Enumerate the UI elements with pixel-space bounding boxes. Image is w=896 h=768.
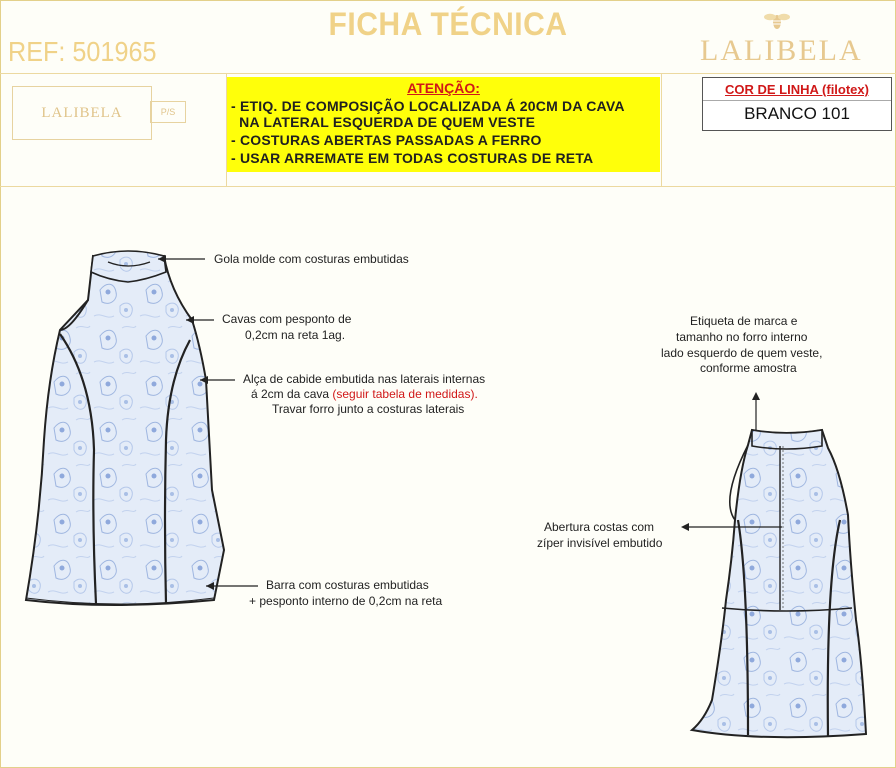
annotation-arrows	[158, 259, 782, 586]
attention-line: - COSTURAS ABERTAS PASSADAS A FERRO	[231, 132, 542, 148]
attention-line: NA LATERAL ESQUERDA DE QUEM VESTE	[231, 114, 536, 130]
back-garment	[692, 430, 866, 737]
note-armhole-1: Cavas com pesponto de	[222, 312, 352, 326]
attention-heading: ATENÇÃO:	[407, 80, 480, 96]
note-hanger-2b: (seguir tabela de medidas).	[332, 387, 478, 401]
size-tag: P/S	[150, 101, 186, 123]
note-label-2: tamanho no forro interno	[676, 330, 808, 344]
attention-line: - ETIQ. DE COMPOSIÇÃO LOCALIZADA Á 20CM DA CAVA	[231, 98, 625, 114]
brand-logo: LALIBELA	[700, 34, 863, 67]
page-title: FICHA TÉCNICA	[328, 6, 568, 42]
back-body	[692, 430, 866, 737]
note-label-1: Etiqueta de marca e	[690, 314, 798, 328]
label-brand: LALIBELA	[41, 105, 123, 121]
note-hem-1: Barra com costuras embutidas	[266, 578, 429, 592]
note-zip-1: Abertura costas com	[544, 520, 655, 534]
back-collar	[752, 430, 822, 449]
attention-line: - USAR ARREMATE EM TODAS COSTURAS DE RETA	[231, 150, 594, 166]
note-hanger-2	[251, 387, 478, 402]
arrow-heads	[158, 255, 760, 590]
note-label-3: lado esquerdo de quem veste,	[661, 346, 823, 360]
note-collar: Gola molde com costuras embutidas	[214, 252, 409, 266]
thread-label: COR DE LINHA (filotex)	[725, 82, 869, 97]
note-label-4: conforme amostra	[700, 361, 797, 375]
front-body	[26, 256, 224, 605]
note-hanger-3: Travar forro junto a costuras laterais	[272, 402, 465, 416]
note-hanger-2a: á 2cm da cava	[251, 387, 333, 401]
note-hem-2: + pesponto interno de 0,2cm na reta	[249, 594, 443, 608]
note-zip-2: zíper invisível embutido	[537, 536, 663, 550]
note-armhole-2: 0,2cm na reta 1ag.	[245, 328, 346, 342]
thread-value: BRANCO 101	[744, 104, 850, 123]
reference-code: REF: 501965	[8, 36, 157, 67]
front-garment	[26, 251, 224, 605]
note-hanger-1: Alça de cabide embutida nas laterais internas	[243, 372, 486, 386]
